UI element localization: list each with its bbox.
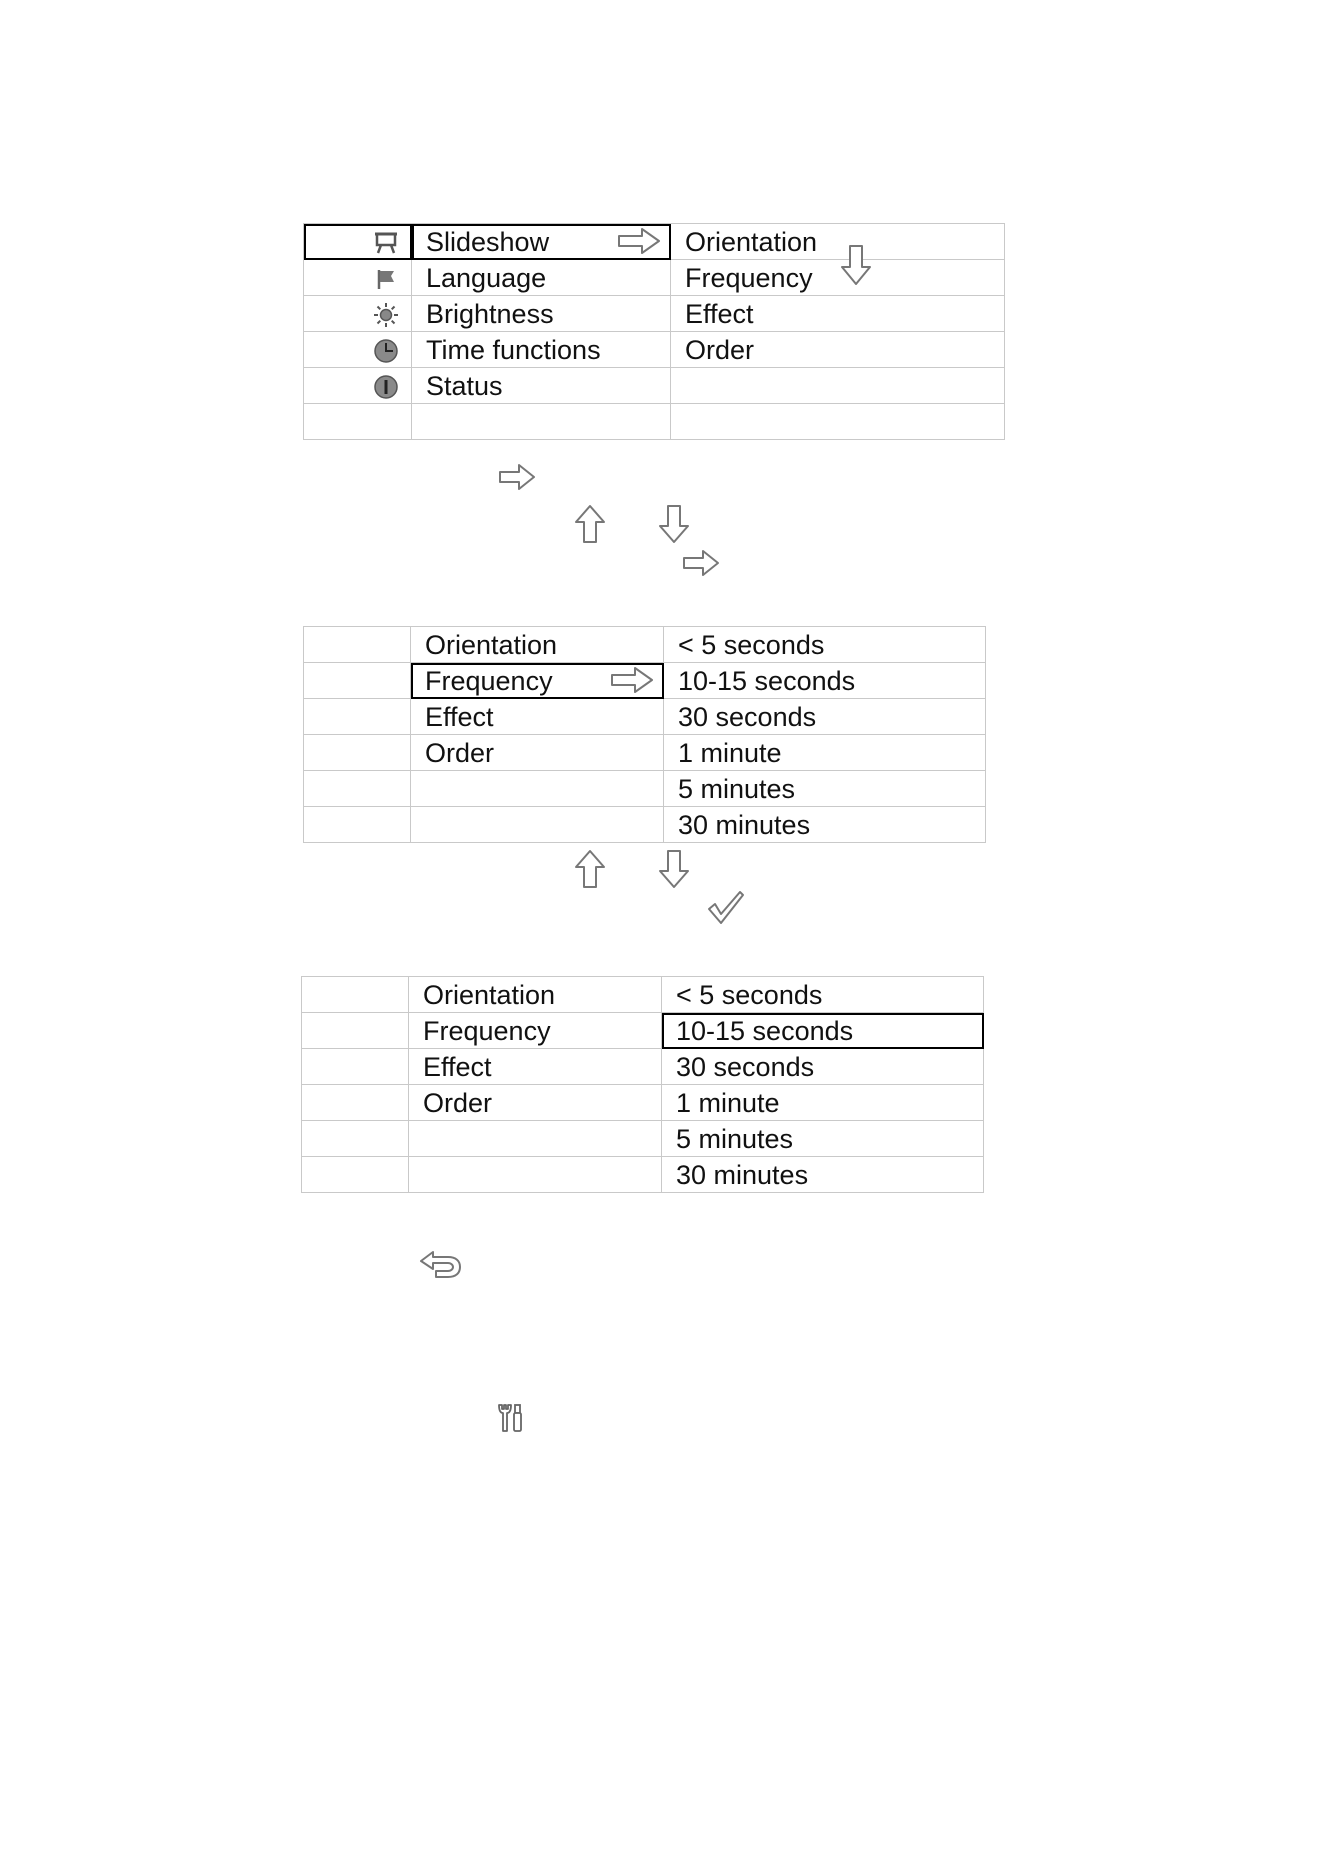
menu-item-time-functions[interactable] (412, 332, 671, 368)
menu-item-order[interactable] (411, 735, 664, 771)
menu-item-label: Frequency (425, 665, 553, 696)
menu-item-slideshow[interactable] (412, 224, 671, 260)
info-icon (373, 374, 399, 400)
option-item[interactable] (662, 1049, 984, 1085)
empty-cell (411, 807, 664, 843)
menu-item-label: Brightness (426, 298, 554, 329)
sun-icon-cell (304, 296, 412, 332)
right-arrow-icon (609, 665, 655, 695)
option-label: 30 minutes (676, 1159, 809, 1190)
option-item-selected[interactable] (662, 1013, 984, 1049)
menu-item-label: Time functions (426, 334, 601, 365)
slideshow-frequency-table (303, 626, 986, 843)
right-arrow-icon (616, 226, 662, 256)
menu-item-label: Effect (423, 1051, 492, 1082)
submenu-item-effect[interactable] (671, 296, 1005, 332)
menu-item-brightness[interactable] (412, 296, 671, 332)
clock-icon (373, 338, 399, 364)
check-icon (706, 889, 746, 927)
main-menu-table (303, 223, 1005, 440)
menu-row-language[interactable] (304, 260, 1005, 296)
menu-item-frequency[interactable] (409, 1013, 662, 1049)
clock-icon-cell (304, 332, 412, 368)
option-item[interactable] (664, 627, 986, 663)
down-arrow-icon (838, 243, 874, 287)
option-label: 1 minute (678, 737, 782, 768)
option-label: < 5 seconds (676, 979, 823, 1010)
menu-row-time-functions[interactable] (304, 332, 1005, 368)
option-item[interactable] (664, 807, 986, 843)
menu-item-label: Slideshow (426, 226, 550, 257)
down-arrow-icon (657, 848, 691, 890)
submenu-item-empty (671, 368, 1005, 404)
menu-row-brightness[interactable] (304, 296, 1005, 332)
option-item[interactable] (662, 1157, 984, 1193)
submenu-item-label: Order (685, 334, 755, 365)
sun-icon (373, 302, 399, 328)
table-row[interactable] (302, 1049, 984, 1085)
menu-item-frequency[interactable] (411, 663, 664, 699)
slideshow-icon-cell (304, 224, 412, 260)
up-arrow-icon (573, 848, 607, 890)
menu-item-label: Language (426, 262, 547, 293)
menu-item-orientation[interactable] (411, 627, 664, 663)
flag-icon (375, 267, 399, 291)
option-label: 30 minutes (678, 809, 811, 840)
option-label: < 5 seconds (678, 629, 825, 660)
table-row[interactable] (304, 699, 986, 735)
empty-cell (304, 807, 411, 843)
menu-item-status[interactable] (412, 368, 671, 404)
info-icon-cell (304, 368, 412, 404)
empty-cell (302, 1049, 409, 1085)
menu-row-empty (304, 404, 1005, 440)
option-label: 5 minutes (676, 1123, 794, 1154)
empty-cell (304, 663, 411, 699)
option-label: 10-15 seconds (678, 665, 856, 696)
table-row[interactable] (304, 627, 986, 663)
submenu-item-label: Frequency (685, 262, 813, 293)
menu-item-language[interactable] (412, 260, 671, 296)
empty-cell (411, 771, 664, 807)
empty-cell (304, 771, 411, 807)
table-row[interactable] (304, 807, 986, 843)
option-item[interactable] (662, 1121, 984, 1157)
menu-item-effect[interactable] (409, 1049, 662, 1085)
up-arrow-icon (573, 503, 607, 545)
empty-cell (412, 404, 671, 440)
empty-cell (302, 1121, 409, 1157)
table-row[interactable] (302, 1157, 984, 1193)
empty-cell (302, 1013, 409, 1049)
empty-cell (304, 404, 412, 440)
empty-cell (409, 1157, 662, 1193)
empty-cell (409, 1121, 662, 1157)
menu-item-label: Effect (425, 701, 494, 732)
table-row[interactable] (304, 663, 986, 699)
empty-cell (302, 977, 409, 1013)
table-row[interactable] (304, 735, 986, 771)
menu-row-status[interactable] (304, 368, 1005, 404)
option-item[interactable] (662, 977, 984, 1013)
slideshow-icon (373, 231, 399, 255)
menu-row-slideshow[interactable] (304, 224, 1005, 260)
empty-cell (304, 699, 411, 735)
option-label: 5 minutes (678, 773, 796, 804)
table-row[interactable] (302, 1013, 984, 1049)
submenu-item-label: Effect (685, 298, 754, 329)
right-arrow-icon (681, 548, 721, 578)
empty-cell (302, 1157, 409, 1193)
table-row[interactable] (302, 977, 984, 1013)
option-item[interactable] (664, 735, 986, 771)
option-item[interactable] (664, 663, 986, 699)
empty-cell (304, 627, 411, 663)
menu-item-label: Frequency (423, 1015, 551, 1046)
submenu-item-order[interactable] (671, 332, 1005, 368)
submenu-item-label: Orientation (685, 226, 818, 257)
menu-item-label: Orientation (423, 979, 556, 1010)
down-arrow-icon (657, 503, 691, 545)
table-row[interactable] (304, 771, 986, 807)
option-item[interactable] (662, 1085, 984, 1121)
empty-cell (671, 404, 1005, 440)
menu-item-label: Status (426, 370, 503, 401)
right-arrow-icon (497, 462, 537, 492)
table-row[interactable] (302, 1121, 984, 1157)
menu-item-label: Orientation (425, 629, 558, 660)
settings-tools-icon (496, 1402, 526, 1434)
option-label: 10-15 seconds (676, 1015, 854, 1046)
option-label: 30 seconds (678, 701, 817, 732)
back-icon (418, 1249, 464, 1281)
option-label: 1 minute (676, 1087, 780, 1118)
menu-item-label: Order (423, 1087, 493, 1118)
menu-item-order[interactable] (409, 1085, 662, 1121)
frequency-selected-table (301, 976, 984, 1193)
menu-item-label: Order (425, 737, 495, 768)
menu-item-effect[interactable] (411, 699, 664, 735)
empty-cell (304, 735, 411, 771)
menu-item-orientation[interactable] (409, 977, 662, 1013)
empty-cell (302, 1085, 409, 1121)
option-item[interactable] (664, 699, 986, 735)
option-label: 30 seconds (676, 1051, 815, 1082)
flag-icon-cell (304, 260, 412, 296)
table-row[interactable] (302, 1085, 984, 1121)
option-item[interactable] (664, 771, 986, 807)
